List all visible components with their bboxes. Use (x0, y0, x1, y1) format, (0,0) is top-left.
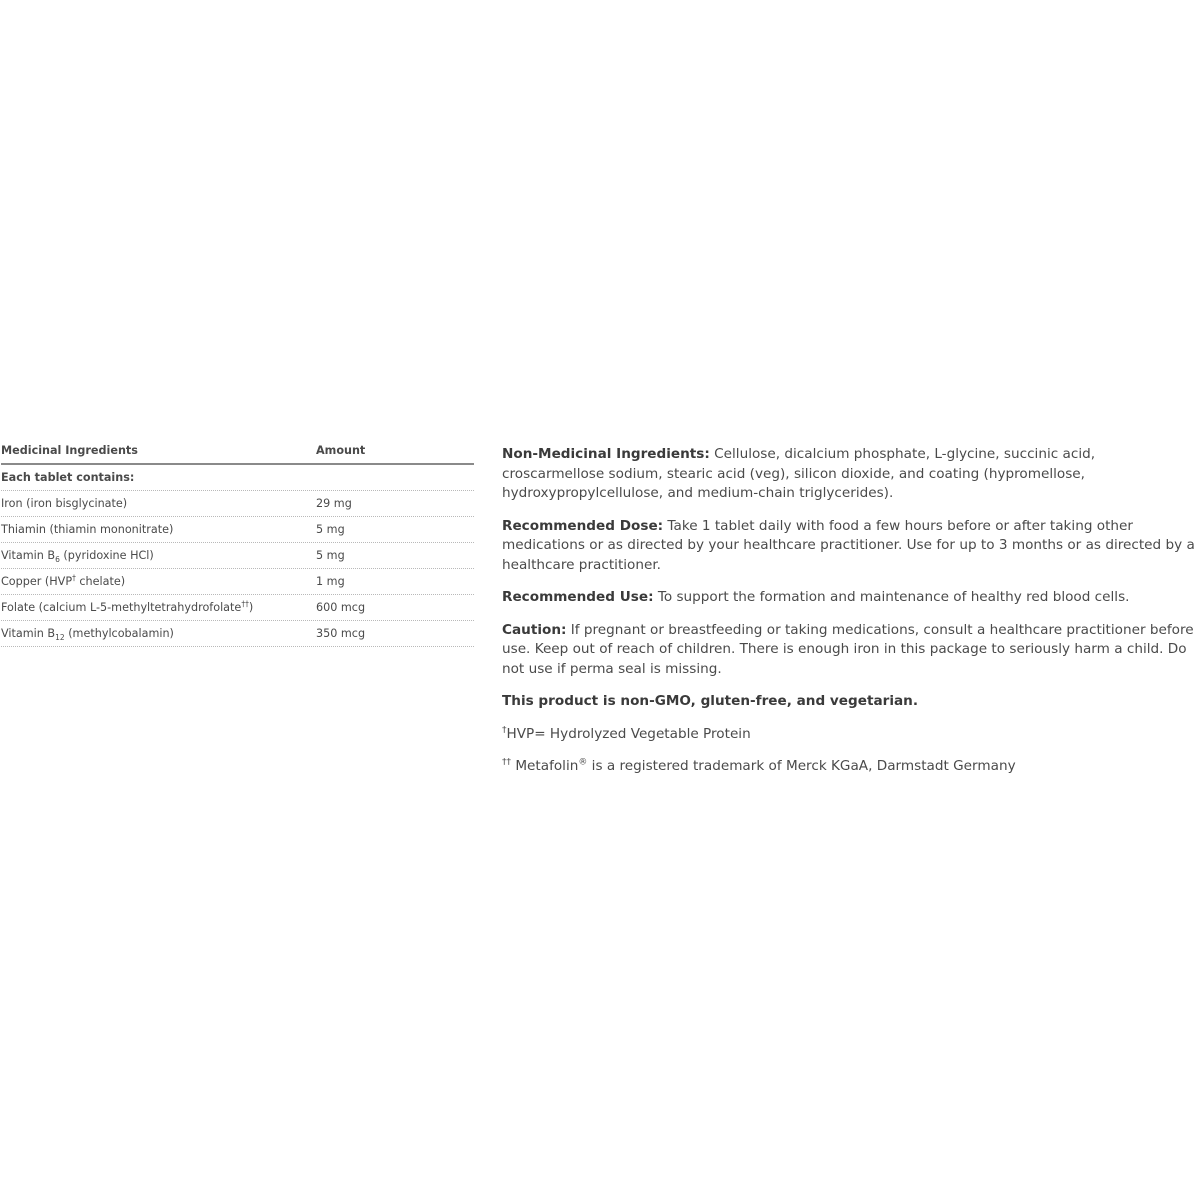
table-row (1, 569, 474, 595)
recommended-use-text: To support the formation and maintenance of healthy red blood cells. (653, 589, 1130, 605)
registered-mark: ® (578, 757, 588, 768)
table-row (1, 543, 474, 569)
double-dagger-mark: †† (502, 757, 511, 768)
table-row (1, 595, 474, 621)
table-row (1, 517, 474, 543)
recommended-use-label: Recommended Use: (502, 589, 654, 605)
caution-label: Caution: (502, 621, 567, 638)
ingredient-amount: 1 mg (316, 575, 345, 588)
ingredient-amount: 5 mg (316, 523, 345, 536)
recommended-dose-text: Take 1 tablet daily with food a few hours before or after taking other medications or as directed by your healthcare practitioner. Use for up to 3 months or as directed by a healthcare practitioner. (502, 517, 1195, 573)
table-row (1, 491, 474, 517)
footnote-hvp (502, 725, 1196, 745)
ingredient-name: Iron (iron bisglycinate) (1, 497, 128, 510)
ingredient-name: Copper (HVP† chelate) (1, 573, 126, 588)
ingredient-amount: 29 mg (316, 497, 352, 510)
non-medicinal-label: Non-Medicinal Ingredients: (502, 446, 710, 462)
recommended-dose (502, 517, 1196, 576)
table-subheader (1, 465, 474, 491)
medicinal-ingredients-table (1, 441, 474, 647)
table-row (1, 621, 474, 647)
footnote-metafolin: †† Metafolin® is a registered trademark of Merck KGaA, Darmstadt Germany (502, 757, 1016, 774)
footnote-hvp-text: HVP= Hydrolyzed Vegetable Protein (506, 725, 751, 742)
each-tablet-label: Each tablet contains: (1, 471, 135, 484)
ingredient-name: Vitamin $B_{12}$ (methylcobalamin) (1, 627, 174, 643)
table-header (1, 441, 474, 465)
ingredient-amount: 350 mcg (316, 627, 366, 640)
ingredient-name: Folate (calcium L-5-methyltetrahydrofolate††) (1, 599, 254, 614)
recommended-use (502, 588, 1196, 608)
ingredient-name: Vitamin $B_6$ (pyridoxine HCl) (1, 549, 154, 565)
dagger-mark: † (502, 724, 507, 735)
amount-column-header: Amount (316, 444, 366, 457)
non-medicinal-ingredients (502, 445, 1196, 504)
ingredient-amount: 5 mg (316, 549, 345, 562)
product-info (502, 445, 1196, 790)
caution-text: If pregnant or breastfeeding or taking medications, consult a healthcare practitioner before use. Keep out of reach of children. There is enough iron in this package to seriously harm a child. Do not use if perma seal is missing. (502, 621, 1194, 677)
product-claim (502, 692, 1196, 712)
non-medicinal-text: Cellulose, dicalcium phosphate, L-glycine, succinic acid, croscarmellose sodium, stearic acid (veg), silicon dioxide, and coating (hypromellose, hydroxypropylcellulose, and medium-chain triglycerides). (502, 446, 1096, 501)
claim-text: This product is non-GMO, gluten-free, and vegetarian. (502, 693, 919, 709)
ingredient-name: Thiamin (thiamin mononitrate) (1, 523, 174, 536)
ingredient-amount: 600 mcg (316, 601, 366, 614)
recommended-dose-label: Recommended Dose: (502, 517, 664, 534)
caution (502, 621, 1196, 680)
ingredient-column-header: Medicinal Ingredients (1, 444, 138, 457)
